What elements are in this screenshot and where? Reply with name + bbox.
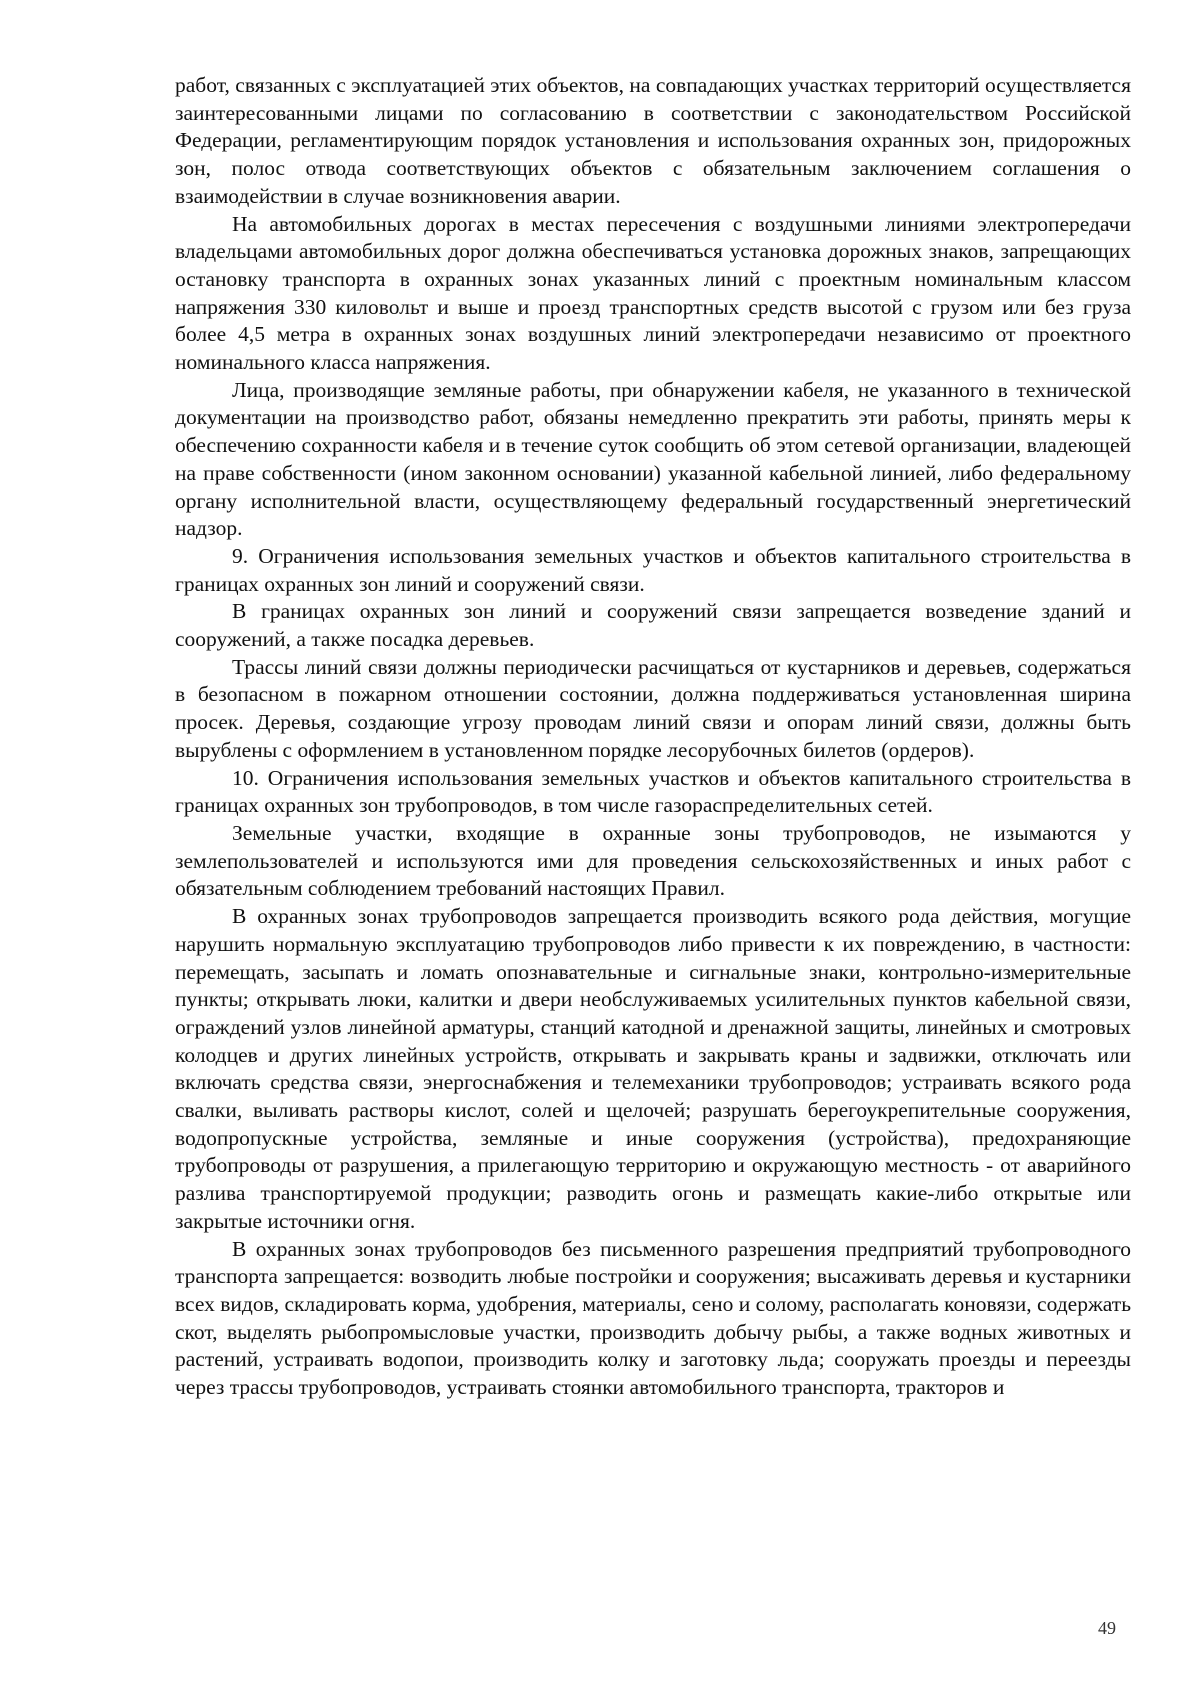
section-heading-9: 9. Ограничения использования земельных участков и объектов капитального строительства в границах охранных зон линий и сооружений связи. bbox=[175, 543, 1131, 596]
paragraph-road-signs: На автомобильных дорогах в местах пересечения с воздушными линиями электропередачи владельцами автомобильных дорог должна обеспечиваться установка дорожных знаков, запрещающих остановку транспорта в охранных зонах указанных линий с проектным номинальным классом напряжения 330 киловольт и выше и проезд транспортных средств высотой с грузом или без груза более 4,5 метра в охранных зонах воздушных линий электропередачи независимо от проектного номинального класса напряжения. bbox=[175, 211, 1131, 375]
section-heading-10: 10. Ограничения использования земельных участков и объектов капитального строительства в границах охранных зон трубопроводов, в том числе газораспределительных сетей. bbox=[175, 765, 1131, 818]
paragraph-communication-zones: В границах охранных зон линий и сооружений связи запрещается возведение зданий и сооружений, а также посадка деревьев. bbox=[175, 599, 1131, 652]
paragraph-pipeline-permission: В охранных зонах трубопроводов без письменного разрешения предприятий трубопроводного транспорта запрещается: возводить любые постройки и сооружения; высаживать деревья и кустарники всех видов, складировать корма, удобрения, материалы, сено и солому, располагать коновязи, содержать скот, выделять рыбопромысловые участки, производить добычу рыбы, а также водных животных и растений, устраивать водопои, производить колку и заготовку льда; сооружать проезды и переезды через трассы трубопроводов, устраивать стоянки автомобильного транспорта, тракторов и bbox=[175, 1236, 1131, 1400]
paragraph-land-plots: Земельные участки, входящие в охранные зоны трубопроводов, не изымаются у землепользователей и используются ими для проведения сельскохозяйственных и иных работ с обязательным соблюдением требований настоящих Правил. bbox=[175, 820, 1131, 901]
paragraph-earthworks-cable: Лица, производящие земляные работы, при обнаружении кабеля, не указанного в технической документации на производство работ, обязаны немедленно прекратить эти работы, принять меры к обеспечению сохранности кабеля и в течение суток сообщить об этом сетевой организации, владеющей на праве собственности (ином законном основании) указанной кабельной линией, либо федеральному органу исполнительной власти, осуществляющему федеральный государственный энергетический надзор. bbox=[175, 377, 1131, 541]
document-body bbox=[175, 72, 1131, 1402]
paragraph-pipeline-prohibitions: В охранных зонах трубопроводов запрещается производить всякого рода действия, могущие нарушить нормальную эксплуатацию трубопроводов либо привести к их повреждению, в частности: перемещать, засыпать и ломать опознавательные и сигнальные знаки, контрольно-измерительные пункты; открывать люки, калитки и двери необслуживаемых усилительных пунктов кабельной связи, ограждений узлов линейной арматуры, станций катодной и дренажной защиты, линейных и смотровых колодцев и других линейных устройств, открывать и закрывать краны и задвижки, отключать или включать средства связи, энергоснабжения и телемеханики трубопроводов; устраивать всякого рода свалки, выливать растворы кислот, солей и щелочей; разрушать берегоукрепительные сооружения, водопропускные устройства, земляные и иные сооружения (устройства), предохраняющие трубопроводы от разрушения, а прилегающую территорию и окружающую местность - от аварийного разлива транспортируемой продукции; разводить огонь и размещать какие-либо открытые или закрытые источники огня. bbox=[175, 904, 1131, 1233]
page-number: 49 bbox=[1098, 1618, 1116, 1638]
paragraph-communication-routes: Трассы линий связи должны периодически расчищаться от кустарников и деревьев, содержаться в безопасном в пожарном отношении состоянии, должна поддерживаться установленная ширина просек. Деревья, создающие угрозу проводам линий связи и опорам линий связи, должны быть вырублены с оформлением в установленном порядке лесорубочных билетов (ордеров). bbox=[175, 654, 1131, 762]
paragraph-continuation: работ, связанных с эксплуатацией этих объектов, на совпадающих участках территорий осуществляется заинтересованными лицами по согласованию в соответствии с законодательством Российской Федерации, регламентирующим порядок установления и использования охранных зон, придорожных зон, полос отвода соответствующих объектов с обязательным заключением соглашения о взаимодействии в случае возникновения аварии. bbox=[175, 73, 1131, 208]
